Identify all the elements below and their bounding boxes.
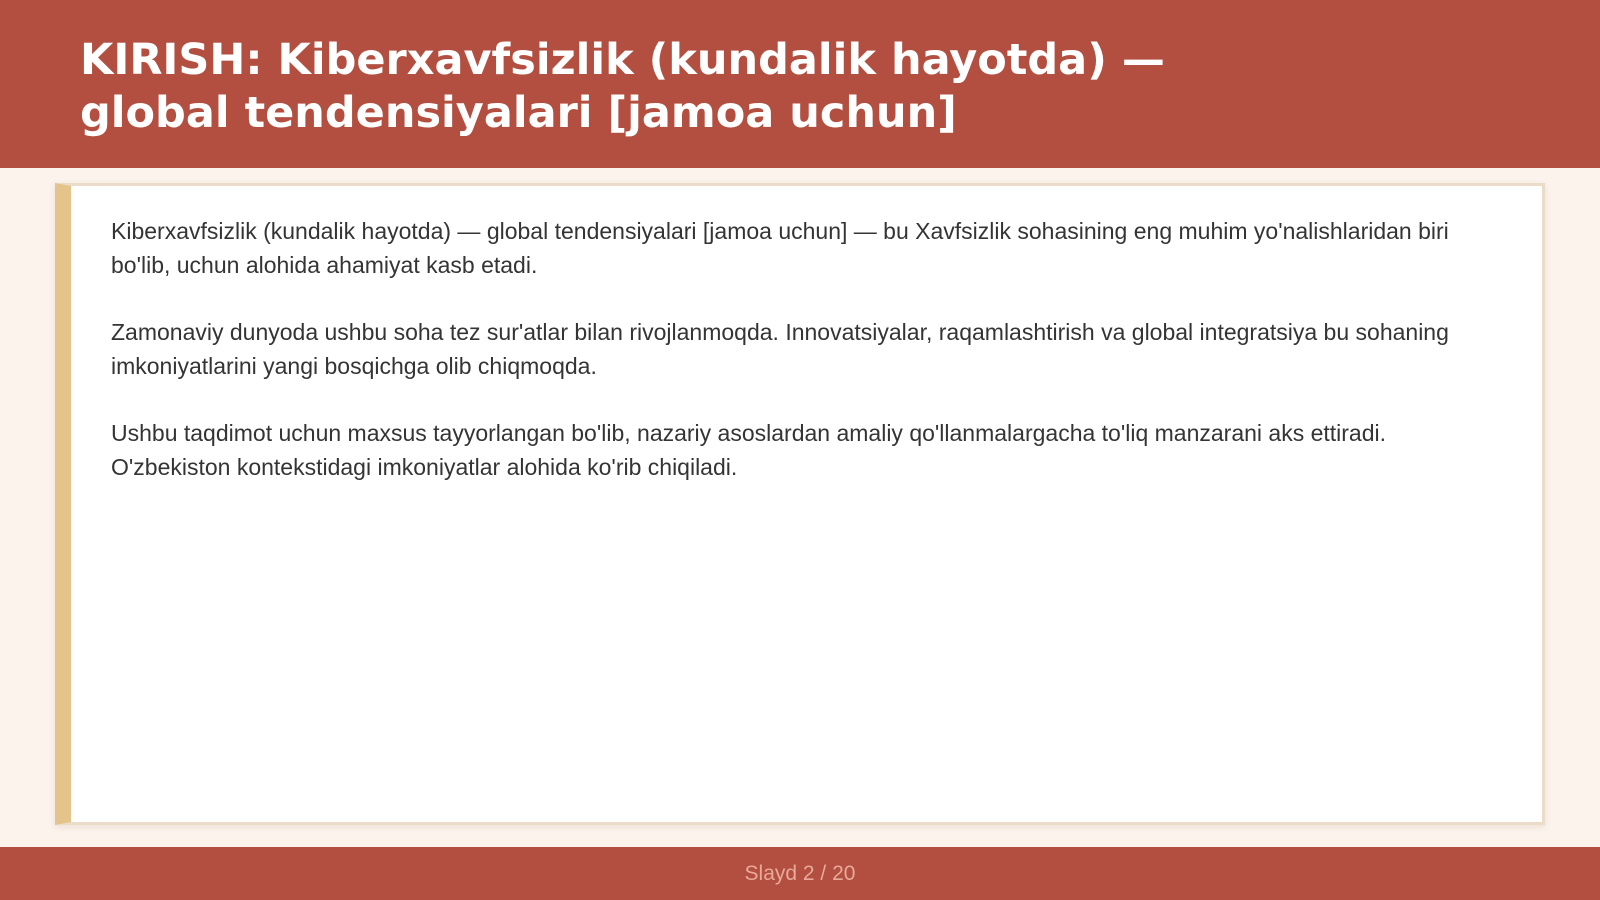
content-body: [111, 214, 1511, 517]
slide-header: [0, 0, 1600, 168]
slide-footer: [0, 847, 1600, 900]
development-paragraph: Zamonaviy dunyoda ushbu soha tez sur'atlar bilan rivojlanmoqda. Innovatsiyalar, raqamlashtirish va global integratsiya bu sohaning imkoniyatlarini yangi bosqichga olib chiqmoqda.: [111, 319, 1449, 379]
intro-paragraph: Kiberxavfsizlik (kundalik hayotda) — global tendensiyalari [jamoa uchun] — bu Xavfsizlik sohasining eng muhim yo'nalishlaridan biri bo'lib, uchun alohida ahamiyat kasb etadi.: [111, 218, 1449, 278]
slide-title: KIRISH: Kiberxavfsizlik (kundalik hayotda) — global tendensiyalari [jamoa uchun]: [80, 35, 1165, 138]
presentation-summary-paragraph: Ushbu taqdimot uchun maxsus tayyorlangan bo'lib, nazariy asoslardan amaliy qo'llanmalargacha to'liq manzarani aks ettiradi. O'zbekiston kontekstidagi imkoniyatlar alohida ko'rib chiqiladi.: [111, 420, 1387, 480]
slide-counter: Slayd 2 / 20: [744, 862, 856, 885]
content-card: [55, 183, 1545, 825]
